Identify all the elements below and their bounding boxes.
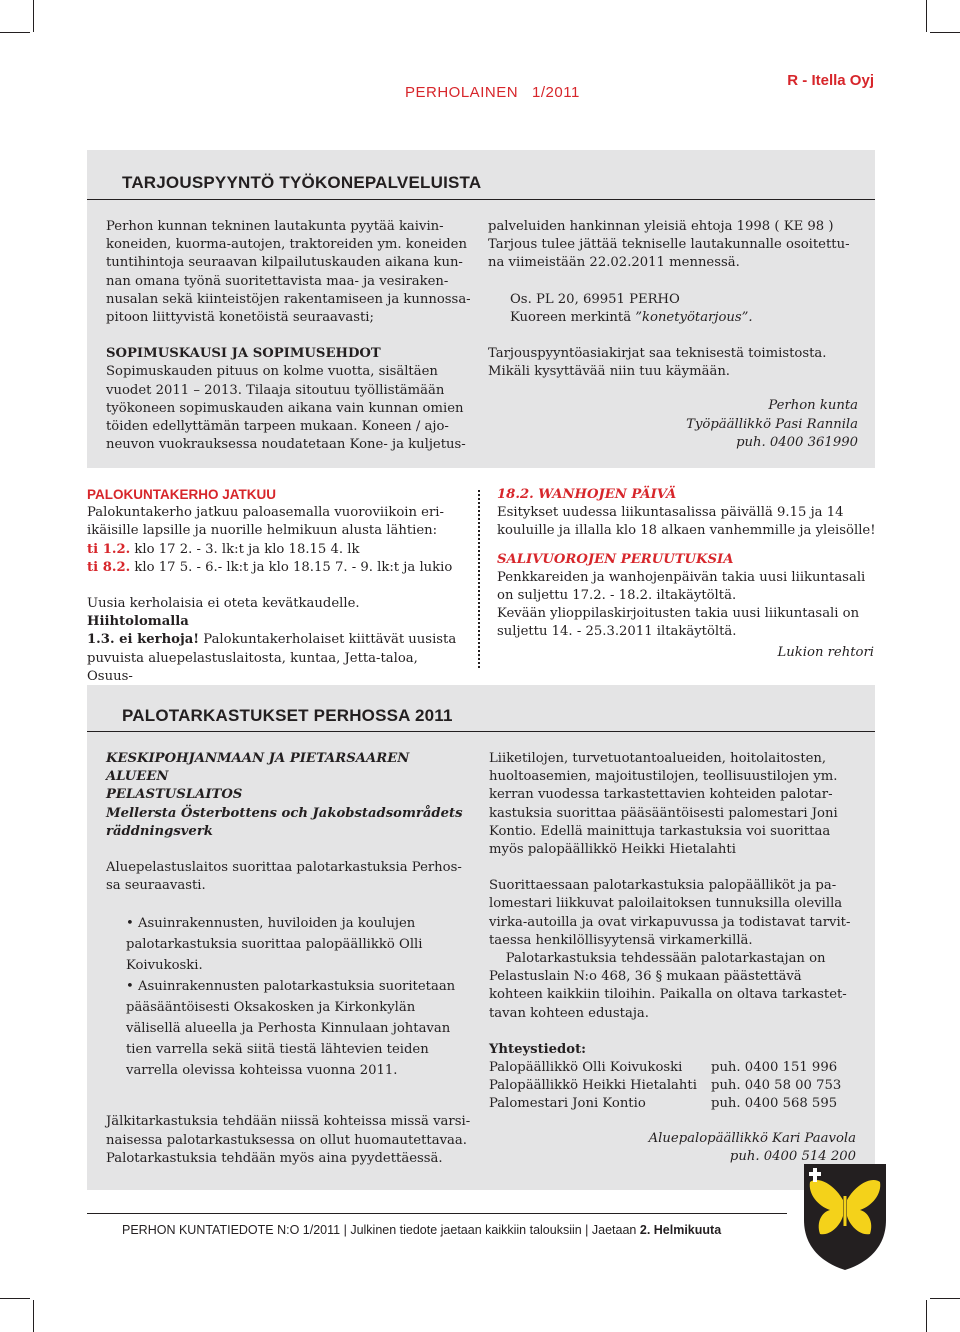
tender-intro-line: koneiden, kuorma-autojen, traktoreiden ym. koneiden [106,237,467,253]
contact-phone: puh. 040 58 00 753 [711,1078,842,1094]
fire-club-heading: PALOKUNTAKERHO JATKUU [87,487,276,502]
footer-label: PERHON KUNTATIEDOTE N:O 1/2011 [122,1223,341,1237]
tender-signature-org: Perhon kunta [768,398,858,414]
schedule-text: klo 17 2. - 3. lk:t ja klo 18.15 4. lk [130,541,360,557]
school-line: Kevään ylioppilaskirjoitusten takia uusi liikuntasali on [497,606,860,622]
right-para-1-line: kastuksia suorittaa pääsääntöisesti palomestari Joni [489,805,838,821]
tender-docs-line: Mikäli kysyttävää niin tuu käymään. [488,364,730,380]
contact-row [489,1095,841,1113]
tender-marking [488,309,858,327]
note-bold: Hiihtolomalla [87,614,189,630]
right-para-2-line: taessa henkilöllisyytensä virkamerkillä. [489,932,753,948]
tender-intro-line: nusalan sekä kiinteistöjen rakentamiseen ja kunnossa- [106,291,471,307]
school-line: kouluille ja illalla klo 18 alkaen vanhemmille ja yleisölle! [497,523,876,539]
crop-mark [33,0,34,32]
footer-text: Julkinen tiedote jaetaan kaikkiin talouksiin [350,1223,582,1237]
inspections-left-column [106,750,471,1168]
contract-line: vuodet 2011 – 2013. Tilaaja sitoutuu työllistämään [106,382,445,398]
school-heading-1: 18.2. WANHOJEN PÄIVÄ [497,487,677,502]
thanks-line: Palokuntakerholaiset kiittävät uusista [199,632,457,648]
contact-phone: puh. 0400 151 996 [711,1060,838,1076]
tender-right-column [488,218,858,452]
contact-name: Palopäällikkö Heikki Hietalahti [489,1078,697,1094]
right-para-2-line: kohteen kaikkiin tiloihin. Paikalla on oltava tarkastet- [489,987,847,1003]
contract-line: neuvon vuokrauksessa noudatetaan Kone- ja kuljetus- [106,437,466,453]
right-para-2-line: virka-autoilla ja ovat virkapuvussa ja todistavat tarvit- [489,914,851,930]
school-line: Penkkareiden ja wanhojenpäivän takia uusi liikuntasali [497,569,866,585]
school-section [497,486,877,642]
footer-rule [87,1213,787,1214]
footer-separator: | [581,1223,592,1237]
org-line: KESKIPOHJANMAAN JA PIETARSAAREN ALUEEN [106,751,410,785]
fire-club-note [87,595,457,631]
contract-line: töiden edellyttämän tarpeen mukaan. Koneen / ajo- [106,419,449,435]
right-para-1-line: Liiketilojen, turvetuotantoalueiden, hoitolaitosten, [489,751,827,766]
issue-number: 1/2011 [532,84,580,101]
inspections-intro-line: sa seuraavasti. [106,878,206,894]
tender-intro-line: nan omana työnä suoritettavista maa- ja vesiraken- [106,273,449,289]
schedule-date: ti 1.2. [87,541,131,557]
tender-intro-line: Perhon kunnan tekninen lautakunta pyytää kaivin- [106,219,444,234]
crop-mark [930,32,960,33]
contact-phone: puh. 0400 568 595 [711,1096,838,1112]
org-line: räddningsverk [106,823,213,839]
inspections-signature-phone: puh. 0400 514 200 [729,1148,856,1164]
crop-mark [926,0,927,32]
inspections-title-rule [87,731,875,732]
publication-header [405,84,580,101]
tender-signature-phone: puh. 0400 361990 [736,434,858,450]
school-signature: Lukion rehtori [777,645,874,660]
marking-value: ”konetyötarjous”. [635,309,753,325]
school-heading-2: SALIVUOROJEN PERUUTUKSIA [497,551,734,567]
contact-row [489,1077,841,1095]
inspections-title: PALOTARKASTUKSET PERHOSSA 2011 [122,706,453,725]
follow-line: naisessa palotarkastuksessa on ollut huomautettavaa. [106,1132,467,1148]
fire-club-schedule-1 [87,541,457,559]
thanks-line: puvuista aluepelastuslaitosta, kuntaa, Jetta-taloa, Osuus- [87,650,418,684]
perho-coat-of-arms [800,1160,890,1272]
tender-title-rule [87,199,875,200]
inspections-intro-line: Aluepelastuslaitos suorittaa palotarkastuksia Perhos- [106,860,462,876]
publication-name: PERHOLAINEN [405,84,519,101]
contact-row [489,1059,841,1077]
follow-line: Jälkitarkastuksia tehdään niissä kohteissa missä varsi- [106,1114,471,1130]
school-line: on suljettu 17.2. - 18.2. iltakäytöltä. [497,588,737,604]
crop-mark [33,1300,34,1332]
contacts-heading: Yhteystiedot: [489,1041,587,1057]
follow-line: Palotarkastuksia tehdään myös aina pyydettäessä. [106,1150,443,1166]
crop-mark [930,1298,960,1299]
contact-name: Palopäällikkö Olli Koivukoski [489,1060,683,1076]
bullet-2-line: varrella olevissa kohteissa vuonna 2011. [126,1063,398,1079]
school-line: Esitykset uudessa liikuntasalissa päivällä 9.15 ja 14 [497,505,844,521]
inspections-right-column [489,750,859,1166]
fire-club-section [87,486,457,704]
inspections-signature-name: Aluepalopäällikkö Kari Paavola [648,1130,856,1146]
tender-docs-line: Tarjouspyyntöasiakirjat saa teknisestä toimistosta. [488,346,827,362]
footer-distribution-prefix: Jaetaan [591,1223,640,1237]
bullet-2-line: pääsääntöisesti Oksakosken ja Kirkonkylän [126,1000,416,1016]
crop-mark [926,1300,927,1332]
tender-right-line: na viimeistään 22.02.2011 mennessä. [488,255,740,271]
marking-prefix: Kuoreen merkintä [510,309,636,325]
contact-name: Palomestari Joni Kontio [489,1096,646,1112]
fire-club-intro-line: ikäisille lapsille ja nuorille helmikuun alusta lähtien: [87,523,438,539]
org-line: PELASTUSLAITOS [106,787,243,803]
right-para-1-line: kerran vuodessa tarkastettavien kohteiden palotar- [489,787,833,803]
right-para-2-line: Pelastuslain N:o 468, 36 § mukaan päästettävä [489,969,802,985]
printer-label: R - Itella Oyj [787,72,874,89]
footer-separator: | [340,1223,351,1237]
footer-distribution-date: 2. Helmikuuta [639,1223,722,1237]
contract-line: Sopimuskauden pituus on kolme vuotta, sisältäen [106,364,438,380]
bullet-1-line: palotarkastuksia suorittaa palopäällikkö Olli [126,937,423,953]
bullet-2-line: välisellä alueella ja Perhosta Kinnulaan johtavan [126,1021,451,1037]
footer [122,1223,721,1237]
contacts-table [489,1059,841,1114]
note-text: Uusia kerholaisia ei oteta kevätkaudelle. [87,596,360,612]
right-para-2-line: tavan kohteen edustaja. [489,1005,649,1021]
org-line: Mellersta Österbottens och Jakobstadsområdets [106,805,463,821]
contract-line: työkoneen sopimuskauden aikana vain kunnan omien [106,400,464,416]
right-para-1-line: Kontio. Edellä mainittuja tarkastuksia voi suorittaa [489,823,831,839]
crop-mark [0,32,30,33]
fire-club-schedule-2 [87,559,457,577]
dotted-divider [478,490,480,668]
tender-right-line: Tarjous tulee jättää tekniselle lautakunnalle osoitettu- [488,237,850,253]
fire-club-thanks [87,631,457,649]
tender-intro-line: tuntihintoja seuraavan kilpailutuskauden aikana kun- [106,255,463,271]
school-line: suljettu 14. - 25.3.2011 iltakäytöltä. [497,624,737,640]
fire-club-intro-line: Palokuntakerho jatkuu paloasemalla vuoroviikoin eri- [87,505,444,521]
right-para-2-line: Suorittaessaan palotarkastuksia palopäälliköt ja pa- [489,878,837,894]
right-para-1-line: myös palopäällikkö Heikki Hietalahti [489,842,736,858]
crop-mark [0,1298,30,1299]
schedule-text: klo 17 5. - 6.- lk:t ja klo 18.15 7. - 9. lk:t ja lukio [130,559,453,575]
contract-heading: SOPIMUSKAUSI JA SOPIMUSEHDOT [106,346,381,362]
schedule-date: ti 8.2. [87,559,131,575]
tender-right-line: palveluiden hankinnan yleisiä ehtoja 1998 ( KE 98 ) [488,219,834,234]
bullet-2-line: • Asuinrakennusten palotarkastuksia suoritetaan [126,979,456,995]
bullet-1-line: Koivukoski. [126,958,203,974]
note-bold-2: 1.3. ei kerhoja! [87,632,200,648]
bullet-1-line: • Asuinrakennusten, huviloiden ja koulujen [126,916,416,932]
right-para-2-line: Palotarkastuksia tehdessään palotarkastajan on [489,951,826,967]
tender-title: TARJOUSPYYNTÖ TYÖKONEPALVELUISTA [122,173,482,192]
tender-left-column [106,218,471,454]
right-para-2-line: lomestari liikkuvat paloilaitoksen tunnuksilla olevilla [489,896,843,912]
tender-address: Os. PL 20, 69951 PERHO [510,291,680,307]
bullet-list [106,913,471,1081]
bullet-2-line: tien varrella sekä siitä tiestä lähtevien teiden [126,1042,429,1058]
right-para-1-line: huoltoasemien, majoitustilojen, teollisuustilojen ym. [489,769,838,785]
tender-intro-line: pitoon liittyvistä konetöistä seuraavasti; [106,310,374,326]
tender-signature-name: Työpäällikkö Pasi Rannila [686,416,858,432]
